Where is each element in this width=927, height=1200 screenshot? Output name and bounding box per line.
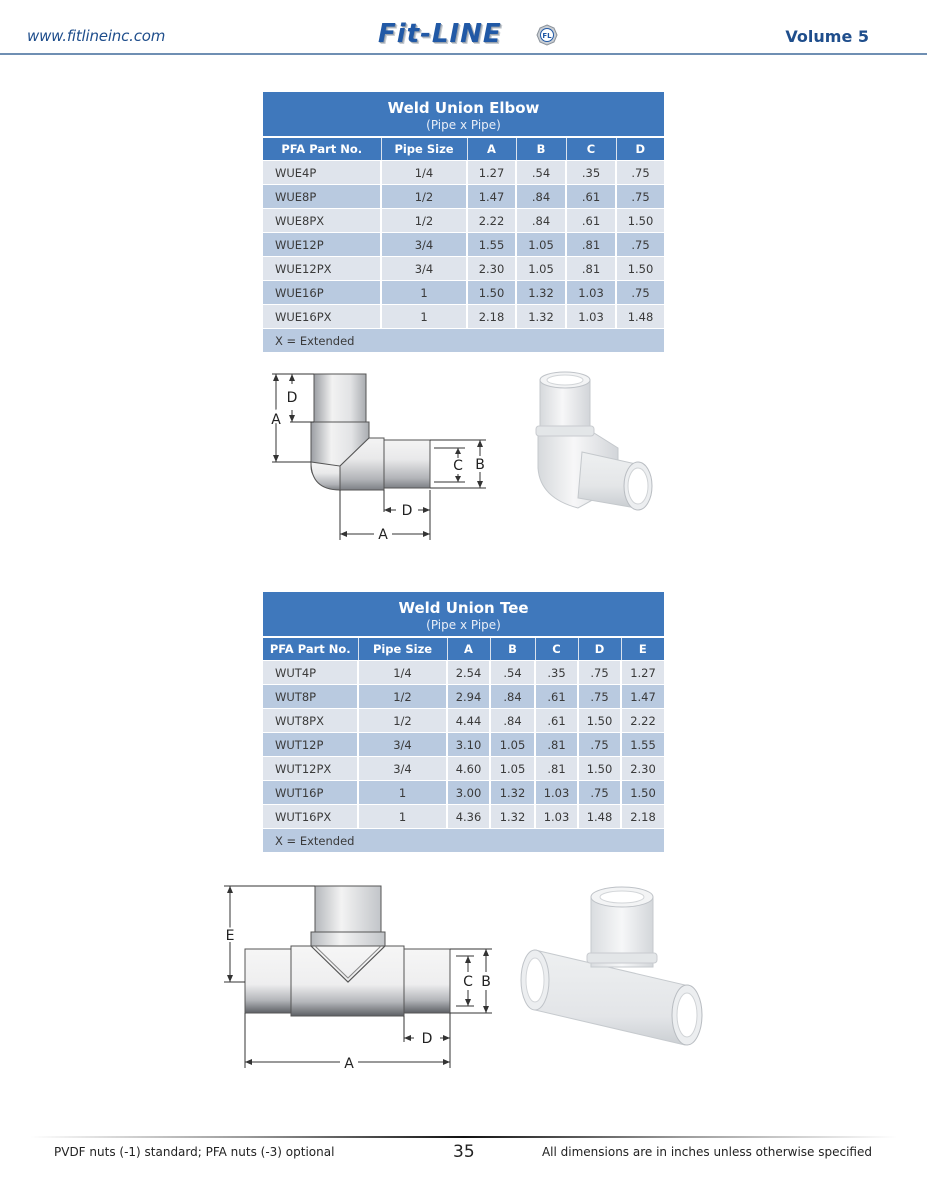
dim-d: 1.50 (616, 257, 664, 281)
dim-label-d: D (421, 1031, 433, 1047)
dim-label-d: D (401, 503, 413, 519)
part-number: WUE16P (263, 281, 381, 305)
logo-wordmark: Fit-LINE (378, 19, 502, 49)
footer-nut-note: PVDF nuts (-1) standard; PFA nuts (-3) optional (54, 1145, 335, 1159)
dim-e: 1.47 (621, 685, 664, 709)
dim-c: .81 (566, 233, 616, 257)
dim-b: 1.05 (516, 257, 566, 281)
dim-b: 1.05 (490, 733, 535, 757)
pipe-size: 1/2 (358, 685, 447, 709)
pipe-size: 1/2 (358, 709, 447, 733)
table-title (263, 92, 664, 137)
pipe-size: 3/4 (358, 733, 447, 757)
part-number: WUE12P (263, 233, 381, 257)
part-number: WUT8P (263, 685, 358, 709)
column-header: B (516, 137, 566, 161)
dim-label-d: D (286, 390, 298, 406)
dim-e: 1.55 (621, 733, 664, 757)
pipe-size: 1/4 (358, 661, 447, 685)
fl-badge-icon (536, 24, 558, 46)
table-footnote: X = Extended (263, 829, 664, 853)
table-subtitle: (Pipe x Pipe) (426, 618, 501, 632)
elbow-top-socket (314, 374, 366, 422)
table-row (263, 757, 664, 781)
dim-a: 1.50 (467, 281, 516, 305)
table-title-text: Weld Union Tee (398, 599, 529, 617)
pipe-size: 3/4 (381, 257, 467, 281)
dim-label-b: B (481, 974, 491, 990)
dim-d: .75 (578, 685, 621, 709)
column-header: B (490, 637, 535, 661)
table-title-text: Weld Union Elbow (387, 99, 540, 117)
dim-d: .75 (578, 781, 621, 805)
table-header-row (263, 137, 664, 161)
dim-a: 4.44 (447, 709, 490, 733)
table-subtitle: (Pipe x Pipe) (426, 118, 501, 132)
column-header: PFA Part No. (263, 637, 358, 661)
dim-b: .54 (516, 161, 566, 185)
dim-b: .84 (490, 685, 535, 709)
dim-label-c: C (463, 974, 473, 990)
elbow-side-socket (384, 440, 430, 488)
weld-union-tee-table (263, 592, 664, 852)
dim-b: .54 (490, 661, 535, 685)
dim-a: 3.00 (447, 781, 490, 805)
volume-label: Volume 5 (785, 27, 869, 46)
tee-top-socket (315, 886, 381, 932)
table-row (263, 209, 664, 233)
column-header: D (616, 137, 664, 161)
tee-top-collar (311, 932, 385, 946)
dim-c: .81 (535, 733, 578, 757)
dim-b: .84 (490, 709, 535, 733)
dim-label-a: A (378, 527, 388, 543)
footer-divider (30, 1136, 897, 1138)
dim-b: 1.32 (490, 781, 535, 805)
dim-c: 1.03 (535, 805, 578, 829)
dim-c: .61 (535, 685, 578, 709)
dim-a: 1.27 (467, 161, 516, 185)
table-footnote: X = Extended (263, 329, 664, 353)
part-number: WUE16PX (263, 305, 381, 329)
part-number: WUE8PX (263, 209, 381, 233)
dim-label-c: C (453, 458, 463, 474)
dim-c: .35 (535, 661, 578, 685)
dim-b: .84 (516, 209, 566, 233)
pipe-size: 1 (381, 281, 467, 305)
table-row (263, 161, 664, 185)
dim-d: 1.48 (616, 305, 664, 329)
dim-b: .84 (516, 185, 566, 209)
part-number: WUT12P (263, 733, 358, 757)
dim-a: 2.94 (447, 685, 490, 709)
dim-d: 1.48 (578, 805, 621, 829)
dim-a: 3.10 (447, 733, 490, 757)
fitline-logo (378, 18, 568, 50)
dim-b: 1.05 (516, 233, 566, 257)
dim-label-b: B (475, 457, 485, 473)
column-header: C (535, 637, 578, 661)
pipe-size: 1 (358, 781, 447, 805)
dim-d: 1.50 (616, 209, 664, 233)
dim-d: .75 (616, 281, 664, 305)
table-row (263, 805, 664, 829)
dim-label-e: E (225, 928, 235, 944)
footer-dimensions-note: All dimensions are in inches unless otherwise specified (541, 1145, 872, 1159)
dim-d: 1.50 (578, 757, 621, 781)
dim-c: 1.03 (566, 305, 616, 329)
dim-d: 1.50 (578, 709, 621, 733)
tee-right-socket (404, 949, 450, 1013)
dim-d: .75 (616, 233, 664, 257)
pipe-size: 1/4 (381, 161, 467, 185)
dim-a: 2.54 (447, 661, 490, 685)
dim-e: 2.18 (621, 805, 664, 829)
pipe-size: 1/2 (381, 209, 467, 233)
dim-c: .81 (566, 257, 616, 281)
part-number: WUT4P (263, 661, 358, 685)
dim-c: .35 (566, 161, 616, 185)
dim-c: .61 (535, 709, 578, 733)
page-number: 35 (453, 1142, 475, 1162)
dim-a: 1.55 (467, 233, 516, 257)
pipe-size: 3/4 (358, 757, 447, 781)
table-row (263, 685, 664, 709)
part-number: WUE4P (263, 161, 381, 185)
dim-c: 1.03 (535, 781, 578, 805)
elbow-product-photo (518, 368, 668, 528)
part-number: WUE8P (263, 185, 381, 209)
dim-b: 1.32 (490, 805, 535, 829)
tee-dimension-drawing (212, 878, 502, 1070)
dim-d: .75 (578, 733, 621, 757)
table-row (263, 257, 664, 281)
dim-e: 2.22 (621, 709, 664, 733)
dim-a: 4.60 (447, 757, 490, 781)
header-divider (0, 53, 927, 55)
dim-label-a: A (271, 412, 281, 428)
column-header: E (621, 637, 664, 661)
table-row (263, 185, 664, 209)
dim-a: 2.18 (467, 305, 516, 329)
part-number: WUT8PX (263, 709, 358, 733)
weld-union-elbow-table (263, 92, 664, 352)
pipe-size: 1 (358, 805, 447, 829)
dim-c: 1.03 (566, 281, 616, 305)
table-row (263, 733, 664, 757)
table-row (263, 233, 664, 257)
part-number: WUE12PX (263, 257, 381, 281)
table-row (263, 305, 664, 329)
website-link[interactable]: www.fitlineinc.com (27, 27, 166, 45)
tee-left-socket (245, 949, 291, 1013)
pipe-size: 3/4 (381, 233, 467, 257)
dim-b: 1.32 (516, 305, 566, 329)
column-header: A (447, 637, 490, 661)
dim-a: 2.22 (467, 209, 516, 233)
table-row (263, 781, 664, 805)
column-header: PFA Part No. (263, 137, 381, 161)
column-header: A (467, 137, 516, 161)
dim-e: 2.30 (621, 757, 664, 781)
table-footnote-row (263, 829, 664, 853)
column-header: Pipe Size (381, 137, 467, 161)
dim-a: 2.30 (467, 257, 516, 281)
tee-product-photo (515, 875, 715, 1060)
table-row (263, 281, 664, 305)
dim-a: 4.36 (447, 805, 490, 829)
pipe-size: 1/2 (381, 185, 467, 209)
dim-a: 1.47 (467, 185, 516, 209)
dim-c: .61 (566, 209, 616, 233)
part-number: WUT12PX (263, 757, 358, 781)
dim-e: 1.50 (621, 781, 664, 805)
column-header: C (566, 137, 616, 161)
part-number: WUT16P (263, 781, 358, 805)
table-title (263, 592, 664, 637)
column-header: D (578, 637, 621, 661)
elbow-bend (311, 462, 340, 490)
dim-d: .75 (578, 661, 621, 685)
dim-c: .61 (566, 185, 616, 209)
elbow-dimension-drawing (262, 362, 498, 544)
dim-label-a: A (344, 1056, 354, 1070)
pipe-size: 1 (381, 305, 467, 329)
dim-d: .75 (616, 185, 664, 209)
dim-c: .81 (535, 757, 578, 781)
dim-b: 1.05 (490, 757, 535, 781)
table-row (263, 661, 664, 685)
dim-b: 1.32 (516, 281, 566, 305)
table-row (263, 709, 664, 733)
part-number: WUT16PX (263, 805, 358, 829)
logo-badge-text: FL (542, 32, 552, 40)
dim-d: .75 (616, 161, 664, 185)
column-header: Pipe Size (358, 637, 447, 661)
table-header-row (263, 637, 664, 661)
dim-e: 1.27 (621, 661, 664, 685)
table-footnote-row (263, 329, 664, 353)
